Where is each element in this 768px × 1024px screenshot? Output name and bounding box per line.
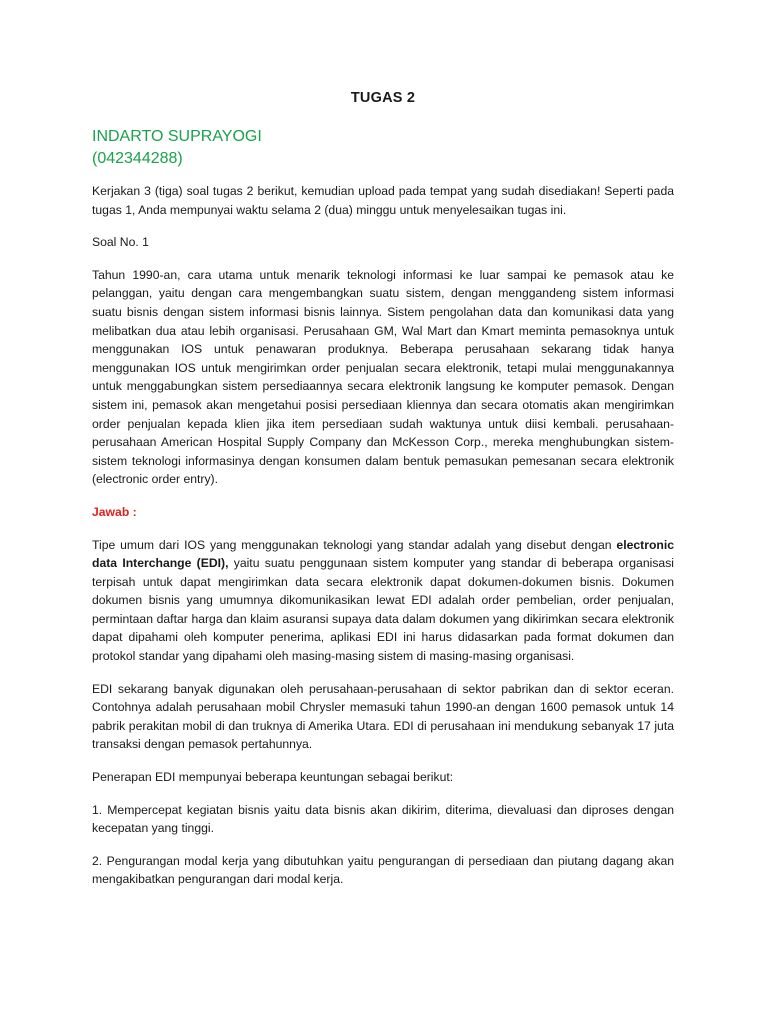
document-title: TUGAS 2	[350, 90, 416, 106]
soal-heading: Soal No. 1	[92, 235, 149, 250]
jawab-paragraph-2: EDI sekarang banyak digunakan oleh perusahaan-perusahaan di sektor pabrikan dan di sektor eceran. Contohnya adalah perusahaan mobil Chrysler memasuki tahun 1990-an dengan 1600 pemasok untuk 14 pabrik perakitan mobil di dan truknya di Amerika Utara. EDI di perusahaan ini mendukung sebanyak 17 juta transaksi dengan pemasok pertahunnya.	[92, 681, 674, 752]
jawab-heading: Jawab :	[92, 504, 137, 519]
document-body	[92, 182, 674, 903]
jawab-paragraph-3: Penerapan EDI mempunyai beberapa keuntungan sebagai berikut:	[92, 770, 454, 785]
jawab-p1-end: yaitu suatu penggunaan sistem komputer yang standar di beberapa organisasi terpisah untuk dapat mengirimkan data secara elektronik dapat dokumen-dokumen bisnis. Dokumen dokumen bisnis yang umumnya dikomunikasikan lewat EDI adalah order pembelian, order penjualan, permintaan daftar harga dan klaim asuransi supaya data dalam dokumen yang dikirimkan secara elektronik dapat dipahami oleh komputer penerima, aplikasi EDI ini harus didasarkan pada format dokumen dan protokol standar yang dipahami oleh masing-masing sistem di masing-masing organisasi.	[92, 556, 674, 664]
jawab-paragraph-1	[92, 536, 674, 666]
edi-term: electronic data Interchange (EDI),	[92, 537, 674, 571]
author-name: INDARTO SUPRAYOGI	[92, 128, 262, 145]
author-id: (042344288)	[92, 150, 183, 167]
author-block	[92, 126, 262, 170]
intro-paragraph: Kerjakan 3 (tiga) soal tugas 2 berikut, kemudian upload pada tempat yang sudah disediakan! Seperti pada tugas 1, Anda mempunyai waktu selama 2 (dua) minggu untuk menyelesaikan tugas ini.	[92, 184, 674, 217]
list-item-1: 1. Mempercepat kegiatan bisnis yaitu data bisnis akan dikirim, diterima, dievaluasi dan diproses dengan kecepatan yang tinggi.	[92, 802, 674, 836]
list-item-2: 2. Pengurangan modal kerja yang dibutuhkan yaitu pengurangan di persediaan dan piutang dagang akan mengakibatkan pengurangan dari modal kerja.	[92, 853, 674, 887]
soal-paragraph: Tahun 1990-an, cara utama untuk menarik teknologi informasi ke luar sampai ke pemasok atau ke pelanggan, yaitu dengan cara mengembangkan suatu sistem, dengan menggandeng sistem informasi suatu bisnis dengan sistem informasi bisnis lainnya. Sistem pengolahan data dan komunikasi data yang melibatkan dua atau lebih organisasi. Perusahaan GM, Wal Mart dan Kmart meminta pemasoknya untuk menggunakan IOS untuk penawaran produknya. Beberapa perusahaan sekarang tidak hanya menggunakan IOS untuk mengirimkan order penjualan secara elektronik, tetapi mulai menggunakannya untuk menggabungkan sistem persediaannya secara elektronik langsung ke komputer pemasok. Dengan sistem ini, pemasok akan mengetahui posisi persediaan kliennya dan secara otomatis akan mengirimkan order penjualan kepada klien jika item persediaan sudah waktunya untuk diisi kembali. perusahaan-perusahaan American Hospital Supply Company dan McKesson Corp., mereka menghubungkan sistem-sistem teknologi informasinya dengan konsumen dalam bentuk pemasukan pemesanan secara elektronik (electronic order entry).	[92, 267, 674, 487]
jawab-p1-start: Tipe umum dari IOS yang menggunakan teknologi yang standar adalah yang disebut dengan	[92, 537, 617, 552]
